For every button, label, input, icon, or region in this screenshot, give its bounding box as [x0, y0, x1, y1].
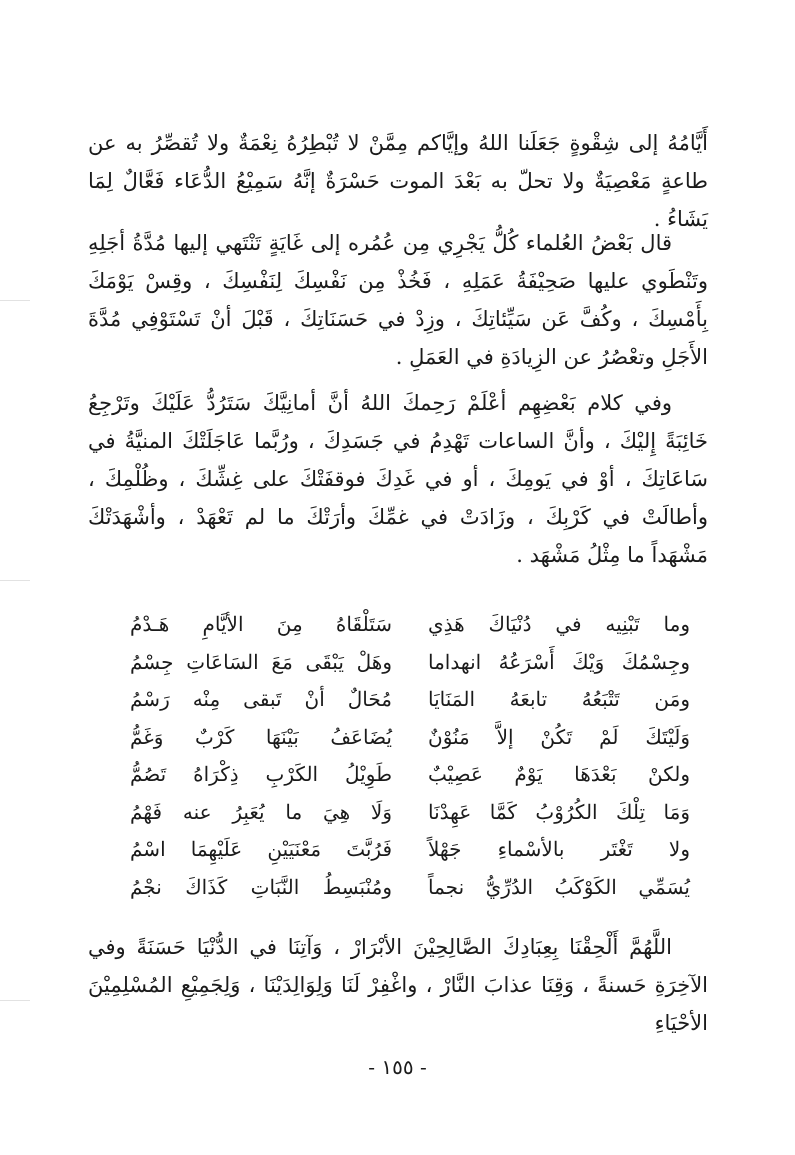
poem-second-hemistich: وهَلْ يَبْقَى مَعَ السَاعَاتِ جِسْمُ: [130, 649, 392, 674]
paragraph-1: [88, 124, 708, 238]
paragraph-3: [88, 384, 708, 574]
poem-verse: [130, 681, 690, 719]
poem-first-hemistich: وَلَيْتَكَ لَمْ تَكُنْ إلاَّ مَنُوْنٌ: [428, 724, 690, 749]
poem-second-hemistich: وَلَا هِيَ ما يُعَبِرُ عنه فَهْمُ: [130, 799, 392, 824]
paragraph-2: [88, 224, 708, 376]
poem-verse: [130, 756, 690, 794]
poem-first-hemistich: وَمَا تِلْكَ الكُرُوْبُ كَمَّا عَهِدْنَا: [428, 799, 690, 824]
poem-first-hemistich: ومَن تَتْبَعُهُ تابعَهُ المَنَايَا: [428, 687, 690, 711]
poem-verse: [130, 794, 690, 832]
poem-verse: [130, 719, 690, 757]
poem-second-hemistich: طَوِيْلُ الكَرْبِ ذِكْرَاهُ تَصُمُّ: [130, 762, 392, 786]
poem-first-hemistich: يُسَمِّي الكَوْكَبُ الدُرِّيُّ نجماً: [428, 874, 690, 899]
paragraph-text: اللَّهُمَّ أَلْحِقْنَا بِعِبَادِكَ الصَّالِحِيْنَ الأبْرَارْ ، وَآتِنَا في الدُّنْيَا حَسَنَةً وفي الآخِرَةِ حَسنةً ، وَقِنَا عذابَ النَّارْ ، واغْفِرْ لَنَا وَلِوَالِدَيْنَا ، وَلِجَمِيْعِ المُسْلِمِيْنَ الأحْيَاءِ: [88, 935, 708, 1035]
paragraph-text: أَيَّامُهُ إلى شِقْوةٍ جَعَلَنا اللهُ وإيَّاكم مِمَّنْ لا تُبْطِرُهُ نِعْمَةٌ ولا تُقصِّرُ به عن طاعةٍ مَعْصِيَةٌ ولا تحلّ به بَعْدَ الموت حَسْرَةٌ إنَّهُ سَمِيْعُ الدُّعَاء فَعَّالٌ لِمَا يَشَاءُ .: [88, 131, 708, 231]
poem-verse: [130, 831, 690, 869]
poem-verse: [130, 869, 690, 907]
margin-mark: [0, 1000, 30, 1001]
poem-second-hemistich: سَتَلْقَاهُ مِنَ الأيَّامِ هَـدْمُ: [130, 612, 392, 636]
poem-first-hemistich: ولا تَغْتَر بالأسْماءِ جَهْلاً: [428, 837, 690, 861]
paragraph-text: وفي كلام بَعْضِهِم أعْلَمْ رَحِمكَ اللهُ أنَّ أمانِيَّكَ سَتَرُدُّ عَلَيْكَ وتَرْجِعُ خَائِبَةً إِليْكَ ، وأنَّ الساعات تَهْدِمُ في جَسَدِكَ ، ورُبَّما عَاجَلَتْكَ المنيَّةُ في سَاعَاتِكَ ، أوْ في يَومِكَ ، أو في غَدِكَ فوقفَتْكَ على غِشِّكَ ، وظُلْمِكَ ، وأطالَتْ في كَرْبِكَ ، وزَادَتْ في غمِّكَ وأرَتْكَ ما لم تَعْهَدْ ، وأشْهَدَتْكَ مَشْهَداً ما مِثْلُ مَشْهَد .: [88, 391, 708, 567]
poem-first-hemistich: ولكنْ بَعْدَهَا يَوْمٌ عَصِيْبٌ: [428, 762, 690, 786]
poem-first-hemistich: وجِسْمُكَ وَيْكَ أَسْرَعُهُ انهداما: [428, 649, 690, 674]
poem-second-hemistich: فَرُبَّتَ مَعْنَيَيْنِ عَلَيْهِمَا اسْمُ: [130, 837, 392, 861]
poem-verse: [130, 606, 690, 644]
margin-mark: [0, 580, 30, 581]
poem: [130, 606, 690, 906]
paragraph-4: [88, 928, 708, 1042]
poem-first-hemistich: وما تَبْنِيه في دُنْيَاكَ هَذِي: [428, 612, 690, 636]
paragraph-text: قال بَعْضُ العُلماء كُلُّ يَجْرِي مِن عُمُره إلى غَايَةٍ تَنْتَهي إليها مُدَّةُ أجَلِهِ وتَنْطَوي عليها صَحِيْفَةُ عَمَلِهِ ، فَخُذْ مِن نَفْسِكَ لِنَفْسِكَ ، وقِسْ يَوْمَكَ بِأَمْسِكَ ، وكُفَّ عَن سَيِّئاتِكَ ، وزِدْ في حَسَنَاتِكَ ، قَبْلَ أنْ تَسْتَوْفِي مُدَّةَ الأَجَلِ وتعْصُرُ عن الزِيادَةِ في العَمَلِ .: [88, 231, 708, 369]
poem-second-hemistich: مُحَالٌ أنْ تَبقى مِنْه رَسْمُ: [130, 687, 392, 711]
poem-verse: [130, 644, 690, 682]
margin-mark: [0, 300, 30, 301]
poem-second-hemistich: ومُنْبَسِطُ النَّبَاتِ كَذَاكَ نجْمُ: [130, 874, 392, 899]
page-number: - ١٥٥ -: [368, 1055, 427, 1079]
poem-second-hemistich: يُضَاعَفُ بَيْنَهَا كَرْبٌ وَغَمُّ: [130, 724, 392, 749]
